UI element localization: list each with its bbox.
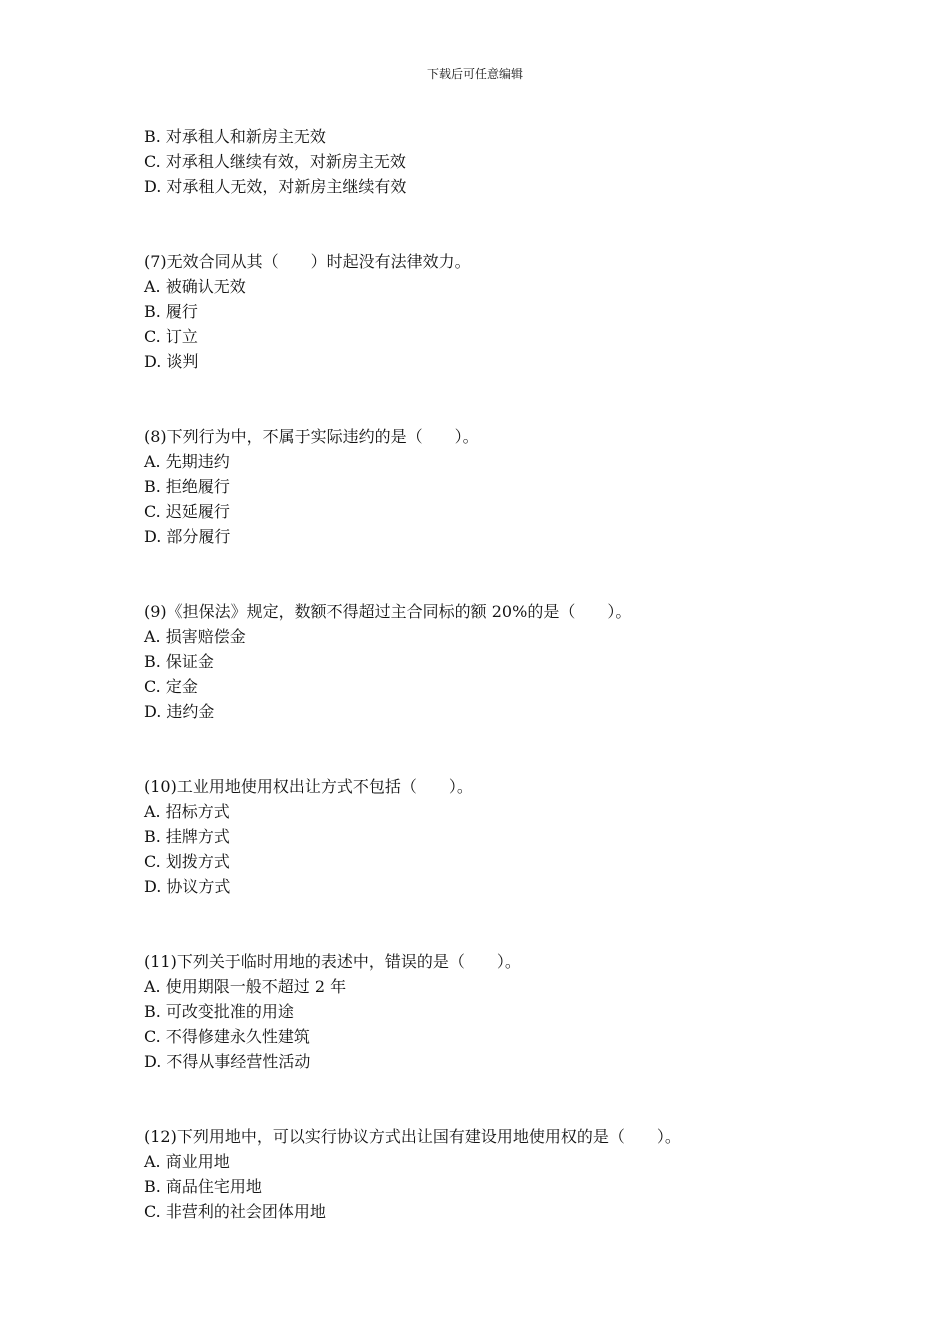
question-11 (144, 949, 844, 1074)
option-d: D. 谈判 (144, 352, 199, 371)
question-10 (144, 774, 844, 899)
option-a: A. 被确认无效 (144, 277, 246, 296)
option-d: D. 协议方式 (144, 877, 231, 896)
option-b: B. 可改变批准的用途 (144, 1002, 294, 1021)
option-c: C. 划拨方式 (144, 852, 230, 871)
option-b: B. 商品住宅用地 (144, 1177, 262, 1196)
option-b: B. 挂牌方式 (144, 827, 230, 846)
option-a: A. 使用期限一般不超过 2 年 (144, 977, 347, 996)
page-header: 下载后可任意编辑 (426, 67, 523, 81)
option-c: C. 定金 (144, 677, 198, 696)
question-stem: (8)下列行为中，不属于实际违约的是（ ）。 (144, 427, 479, 446)
question-8 (144, 424, 844, 549)
option-a: A. 损害赔偿金 (144, 627, 246, 646)
question-stem: (7)无效合同从其（ ）时起没有法律效力。 (144, 252, 471, 271)
question-stem: (12)下列用地中，可以实行协议方式出让国有建设用地使用权的是（ ）。 (144, 1127, 681, 1146)
document-body (144, 124, 844, 1224)
option-b: B. 履行 (144, 302, 198, 321)
option-c: C. 迟延履行 (144, 502, 230, 521)
option-b: B. 拒绝履行 (144, 477, 230, 496)
option-c: C. 订立 (144, 327, 198, 346)
option-d: D. 部分履行 (144, 527, 231, 546)
question-9 (144, 599, 844, 724)
option-d: D. 不得从事经营性活动 (144, 1052, 311, 1071)
option-d: D. 对承租人无效，对新房主继续有效 (144, 177, 407, 196)
option-b: B. 对承租人和新房主无效 (144, 127, 326, 146)
question-12 (144, 1124, 844, 1224)
question-stem: (9)《担保法》规定，数额不得超过主合同标的额 20%的是（ ）。 (144, 602, 632, 621)
option-c: C. 对承租人继续有效，对新房主无效 (144, 152, 406, 171)
option-a: A. 招标方式 (144, 802, 230, 821)
question-stem: (10)工业用地使用权出让方式不包括（ ）。 (144, 777, 473, 796)
intro-options (144, 124, 844, 199)
question-stem: (11)下列关于临时用地的表述中，错误的是（ ）。 (144, 952, 521, 971)
option-b: B. 保证金 (144, 652, 214, 671)
option-a: A. 先期违约 (144, 452, 230, 471)
option-c: C. 不得修建永久性建筑 (144, 1027, 310, 1046)
question-7 (144, 249, 844, 374)
option-d: D. 违约金 (144, 702, 215, 721)
option-c: C. 非营利的社会团体用地 (144, 1202, 326, 1221)
option-a: A. 商业用地 (144, 1152, 230, 1171)
